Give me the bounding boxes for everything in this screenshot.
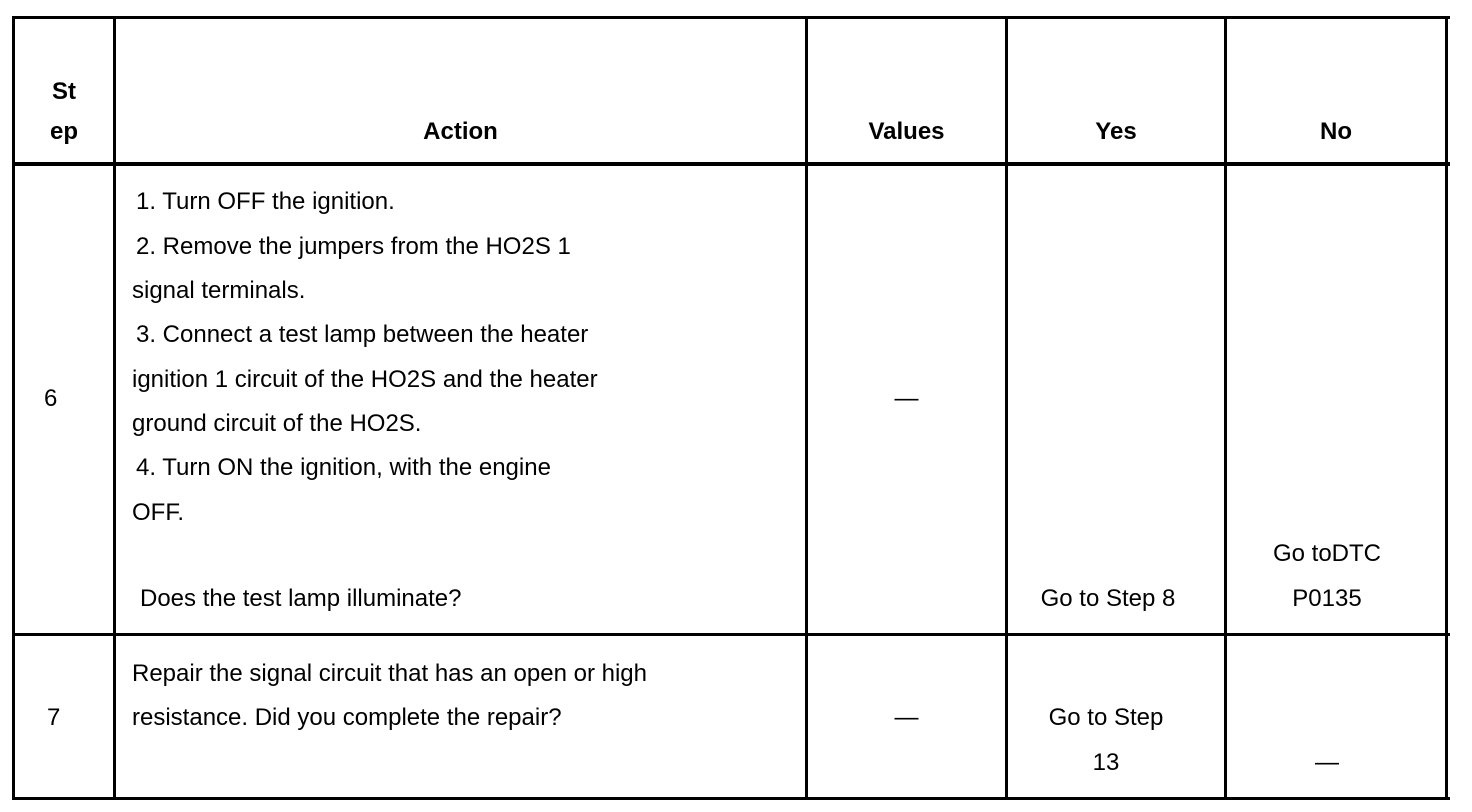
table-right-border xyxy=(1445,16,1448,800)
header-step-line1: St xyxy=(52,78,76,105)
values-cell: — xyxy=(894,704,919,731)
action-line: OFF. xyxy=(132,499,184,526)
no-cell: — xyxy=(1315,749,1339,776)
table-top-border xyxy=(12,16,1450,19)
action-line: Repair the signal circuit that has an open or high xyxy=(132,660,647,687)
action-line: 3. Connect a test lamp between the heater xyxy=(136,321,589,348)
table-left-border xyxy=(12,16,15,800)
action-line: 1. Turn OFF the ignition. xyxy=(136,188,395,215)
values-cell: — xyxy=(894,385,919,412)
action-line: signal terminals. xyxy=(132,277,306,304)
header-values: Values xyxy=(868,118,945,145)
action-line: 4. Turn ON the ignition, with the engine xyxy=(136,454,551,481)
header-action: Action xyxy=(423,118,498,145)
header-no: No xyxy=(1320,118,1352,145)
yes-cell-line1: Go to Step xyxy=(1048,704,1164,731)
header-yes: Yes xyxy=(1095,118,1137,145)
table-bottom-border xyxy=(12,797,1450,800)
action-line: resistance. Did you complete the repair? xyxy=(132,704,562,731)
yes-cell: Go to Step 8 xyxy=(1040,585,1176,612)
action-line: ground circuit of the HO2S. xyxy=(132,410,422,437)
step-number: 7 xyxy=(47,704,61,731)
header-bottom-border xyxy=(12,162,1450,166)
no-cell-line2: P0135 xyxy=(1292,585,1362,612)
no-cell-line1: Go toDTC xyxy=(1272,540,1382,567)
row-6-bottom-border xyxy=(12,633,1450,636)
action-question: Does the test lamp illuminate? xyxy=(140,585,462,612)
action-line: ignition 1 circuit of the HO2S and the heater xyxy=(132,366,598,393)
step-number: 6 xyxy=(44,385,58,412)
header-step-line2: ep xyxy=(49,118,78,145)
yes-cell-line2: 13 xyxy=(1092,749,1120,776)
action-line: 2. Remove the jumpers from the HO2S 1 xyxy=(136,233,571,260)
